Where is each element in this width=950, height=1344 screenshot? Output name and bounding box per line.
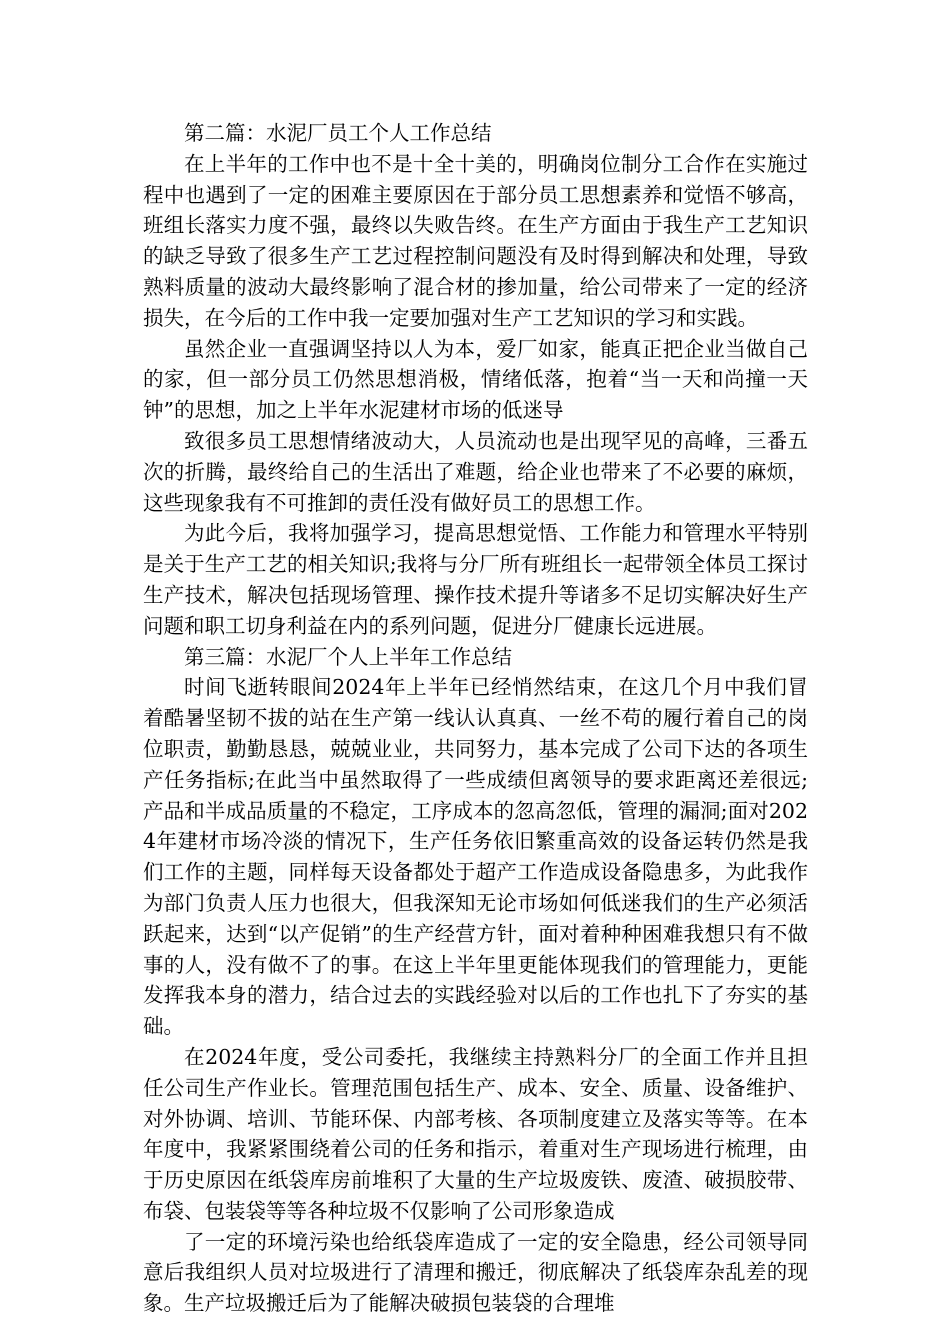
document-page — [143, 118, 808, 1319]
section-heading-2: 第二篇：水泥厂员工个人工作总结 — [184, 121, 492, 145]
section-heading-3: 第三篇：水泥厂个人上半年工作总结 — [184, 644, 512, 669]
paragraph: 在2024年度，受公司委托，我继续主持熟料分厂的全面工作并且担任公司生产作业长。管理范围包括生产、成本、安全、质量、设备维护、对外协调、培训、节能环保、内部考核、各项制度建立及落实等等。在本年度中，我紧紧围绕着公司的任务和指示，着重对生产现场进行梳理，由于历史原因在纸袋库房前堆积了大量的生产垃圾废铁、废渣、破损胶带、布袋、包装袋等等各种垃圾不仅影响了公司形象造成 — [143, 1044, 808, 1223]
paragraph: 了一定的环境污染也给纸袋库造成了一定的安全隐患，经公司领导同意后我组织人员对垃圾进行了清理和搬迁，彻底解决了纸袋库杂乱差的现象。生产垃圾搬迁后为了能解决破损包装袋的合理堆 — [143, 1229, 808, 1316]
paragraph: 虽然企业一直强调坚持以人为本，爱厂如家，能真正把企业当做自己的家，但一部分员工仍然思想消极，情绪低落，抱着“当一天和尚撞一天钟”的思想，加之上半年水泥建材市场的低迷导 — [143, 336, 808, 423]
paragraph: 在上半年的工作中也不是十全十美的，明确岗位制分工合作在实施过程中也遇到了一定的困难主要原因在于部分员工思想素养和觉悟不够高，班组长落实力度不强，最终以失败告终。在生产方面由于我生产工艺知识的缺乏导致了很多生产工艺过程控制问题没有及时得到解决和处理，导致熟料质量的波动大最终影响了混合材的掺加量，给公司带来了一定的经济损失，在今后的工作中我一定要加强对生产工艺知识的学习和实践。 — [143, 151, 808, 330]
paragraph: 为此今后，我将加强学习，提高思想觉悟、工作能力和管理水平特别是关于生产工艺的相关知识;我将与分厂所有班组长一起带领全体员工探讨生产技术，解决包括现场管理、操作技术提升等诸多不足切实解决好生产问题和职工切身利益在内的系列问题，促进分厂健康长远进展。 — [143, 521, 808, 638]
paragraph: 致很多员工思想情绪波动大，人员流动也是出现罕见的高峰，三番五次的折腾，最终给自己的生活出了难题，给企业也带来了不必要的麻烦，这些现象我有不可推卸的责任没有做好员工的思想工作。 — [143, 428, 808, 515]
paragraph: 时间飞逝转眼间2024年上半年已经悄然结束，在这几个月中我们冒着酷暑坚韧不拔的站在生产第一线认认真真、一丝不苟的履行着自己的岗位职责，勤勤恳恳，兢兢业业，共同努力，基本完成了公司下达的各项生产任务指标;在此当中虽然取得了一些成绩但离领导的要求距离还差很远;产品和半成品质量的不稳定，工序成本的忽高忽低，管理的漏洞;面对2024年建材市场冷淡的情况下，生产任务依旧繁重高效的设备运转仍然是我们工作的主题，同样每天设备都处于超产工作造成设备隐患多，为此我作为部门负责人压力也很大，但我深知无论市场如何低迷我们的生产必须活跃起来，达到“以产促销”的生产经营方针，面对着种种困难我想只有不做事的人，没有做不了的事。在这上半年里更能体现我们的管理能力，更能发挥我本身的潜力，结合过去的实践经验对以后的工作也扎下了夯实的基础。 — [143, 675, 808, 1039]
